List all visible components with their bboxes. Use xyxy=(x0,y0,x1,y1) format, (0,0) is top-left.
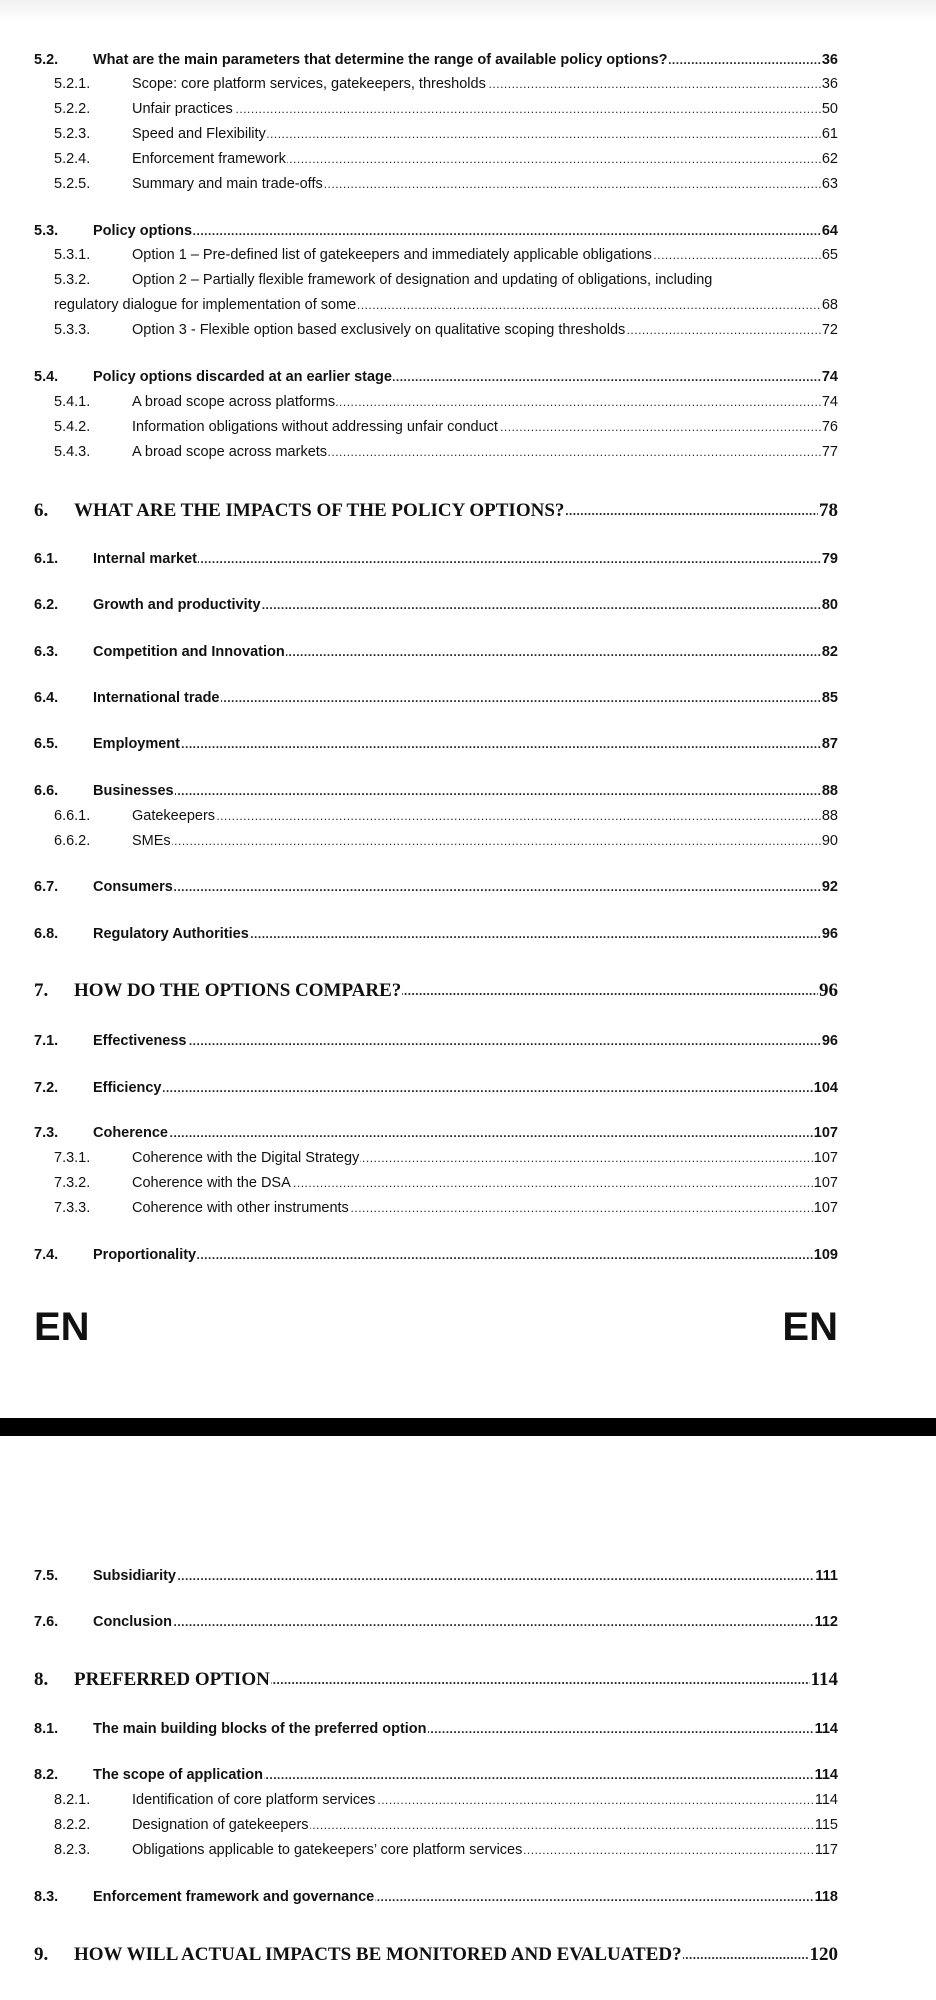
section-number: 5.2.5. xyxy=(54,176,91,192)
section-number: 5.2.1. xyxy=(54,76,91,92)
section-title: Obligations applicable to gatekeepers’ core platform services xyxy=(132,1838,523,1862)
toc-entry-6-6-2[interactable] xyxy=(0,829,936,853)
section-title: Identification of core platform services xyxy=(132,1788,376,1812)
section-title: A broad scope across platforms xyxy=(132,390,336,414)
page-number: 117 xyxy=(814,1838,838,1862)
toc-entry-5-4-2[interactable] xyxy=(0,415,936,439)
section-title: Coherence xyxy=(93,1121,169,1145)
section-number: 7.1. xyxy=(34,1033,59,1049)
toc-entry-8-2[interactable] xyxy=(0,1763,936,1787)
section-number: 5.4.1. xyxy=(54,394,91,410)
section-number: 5.4.3. xyxy=(54,444,91,460)
section-number: 5.4. xyxy=(34,369,59,385)
toc-entry-6-6[interactable] xyxy=(0,779,936,803)
section-title: Regulatory Authorities xyxy=(93,922,250,946)
section-number: 8. xyxy=(34,1669,49,1690)
section-number: 5.2.2. xyxy=(54,101,91,117)
footer-language-mark-right: EN xyxy=(782,1305,838,1349)
page-number: 36 xyxy=(821,72,838,96)
section-title: The main building blocks of the preferred option xyxy=(93,1717,428,1741)
section-number: 6. xyxy=(34,500,49,521)
toc-entry-6[interactable] xyxy=(0,496,936,526)
page-number: 114 xyxy=(814,1763,838,1787)
page-number: 118 xyxy=(814,1885,838,1909)
toc-entry-7-3-1[interactable] xyxy=(0,1146,936,1170)
leader-dots xyxy=(93,1243,838,1267)
section-title: Conclusion xyxy=(93,1610,173,1634)
toc-entry-7-6[interactable] xyxy=(0,1610,936,1634)
page-number: 107 xyxy=(813,1171,838,1195)
toc-entry-5-3-3[interactable] xyxy=(0,318,936,342)
toc-entry-7-4[interactable] xyxy=(0,1243,936,1267)
toc-entry-6-5[interactable] xyxy=(0,732,936,756)
section-title: WHAT ARE THE IMPACTS OF THE POLICY OPTIONS? xyxy=(74,496,565,526)
page-number: 36 xyxy=(821,48,838,72)
section-number: 5.2.4. xyxy=(54,151,91,167)
leader-dots xyxy=(93,875,838,899)
toc-entry-5-3-1[interactable] xyxy=(0,243,936,267)
toc-entry-5-2-2[interactable] xyxy=(0,97,936,121)
section-title: Efficiency xyxy=(93,1076,163,1100)
section-number: 6.8. xyxy=(34,926,59,942)
section-number: 6.4. xyxy=(34,690,59,706)
toc-entry-5-4-1[interactable] xyxy=(0,390,936,414)
page-number: 88 xyxy=(821,779,838,803)
leader-dots xyxy=(93,1564,838,1588)
page-number: 96 xyxy=(818,976,838,1006)
page-number: 63 xyxy=(821,172,838,196)
page-number: 74 xyxy=(821,365,838,389)
page-number: 96 xyxy=(821,1029,838,1053)
section-title: Coherence with the DSA xyxy=(132,1171,292,1195)
leader-dots xyxy=(93,219,838,243)
section-title: Option 2 – Partially flexible framework of designation and updating of obligations, including xyxy=(132,268,713,292)
leader-dots xyxy=(93,1076,838,1100)
toc-entry-7-3-2[interactable] xyxy=(0,1171,936,1195)
section-number: 7.6. xyxy=(34,1614,59,1630)
section-title: Policy options xyxy=(93,219,193,243)
page-number: 120 xyxy=(809,1940,839,1970)
page-number: 107 xyxy=(813,1121,838,1145)
section-title: What are the main parameters that determine the range of available policy options? xyxy=(93,48,669,72)
section-number: 5.3. xyxy=(34,223,59,239)
section-number: 6.5. xyxy=(34,736,59,752)
section-title: Information obligations without addressing unfair conduct xyxy=(132,415,499,439)
page-number: 85 xyxy=(821,686,838,710)
section-number: 7.3. xyxy=(34,1125,59,1141)
section-number: 8.2.3. xyxy=(54,1842,91,1858)
toc-entry-6-1[interactable] xyxy=(0,547,936,571)
toc-entry-5-2-1[interactable] xyxy=(0,72,936,96)
toc-entry-9[interactable] xyxy=(0,1940,936,1970)
page-number: 90 xyxy=(821,829,838,853)
section-number: 8.1. xyxy=(34,1721,59,1737)
section-title: Option 3 - Flexible option based exclusively on qualitative scoping thresholds xyxy=(132,318,626,342)
section-title: Effectiveness xyxy=(93,1029,188,1053)
toc-entry-7-5[interactable] xyxy=(0,1564,936,1588)
section-title: Enforcement framework xyxy=(132,147,287,171)
page-number: 78 xyxy=(818,496,838,526)
page-number: 79 xyxy=(821,547,838,571)
leader-dots xyxy=(93,547,838,571)
section-number: 9. xyxy=(34,1944,49,1965)
toc-entry-5-3-2[interactable] xyxy=(0,268,936,292)
section-title: Internal market xyxy=(93,547,198,571)
toc-entry-5-2-5[interactable] xyxy=(0,172,936,196)
page-number: 114 xyxy=(814,1717,838,1741)
section-number: 5.3.3. xyxy=(54,322,91,338)
toc-entry-5-3[interactable] xyxy=(0,219,936,243)
toc-entry-8[interactable] xyxy=(0,1665,936,1695)
toc-entry-5-2[interactable] xyxy=(0,48,936,72)
section-title: HOW WILL ACTUAL IMPACTS BE MONITORED AND EVALUATED? xyxy=(74,1940,683,1970)
toc-entry-6-3[interactable] xyxy=(0,640,936,664)
page-number: 104 xyxy=(813,1076,838,1100)
toc-entry-8-1[interactable] xyxy=(0,1717,936,1741)
section-number: 7.5. xyxy=(34,1568,59,1584)
section-number: 8.2.1. xyxy=(54,1792,91,1808)
section-title-continued: regulatory dialogue for implementation of some xyxy=(54,293,357,317)
section-title: Subsidiarity xyxy=(93,1564,177,1588)
leader-dots xyxy=(93,779,838,803)
page-number: 114 xyxy=(810,1665,838,1695)
section-title: Option 1 – Pre-defined list of gatekeepers and immediately applicable obligations xyxy=(132,243,653,267)
page-number: 65 xyxy=(821,243,838,267)
toc-entry-5-4[interactable] xyxy=(0,365,936,389)
page-number: 107 xyxy=(813,1146,838,1170)
section-title: SMEs xyxy=(132,829,172,853)
section-title: A broad scope across markets xyxy=(132,440,328,464)
section-title: Designation of gatekeepers xyxy=(132,1813,310,1837)
page-number: 96 xyxy=(821,922,838,946)
section-title: Policy options discarded at an earlier stage xyxy=(93,365,393,389)
page-number: 50 xyxy=(821,97,838,121)
section-number: 7.2. xyxy=(34,1080,59,1096)
section-number: 5.4.2. xyxy=(54,419,91,435)
leader-dots xyxy=(93,1610,838,1634)
section-title: Consumers xyxy=(93,875,174,899)
section-number: 6.7. xyxy=(34,879,59,895)
section-number: 6.3. xyxy=(34,644,59,660)
toc-entry-5-4-3[interactable] xyxy=(0,440,936,464)
section-title: International trade xyxy=(93,686,221,710)
section-number: 7.3.3. xyxy=(54,1200,91,1216)
page-number: 64 xyxy=(821,219,838,243)
toc-entry-8-2-3[interactable] xyxy=(0,1838,936,1862)
section-title: Enforcement framework and governance xyxy=(93,1885,375,1909)
section-title: Coherence with the Digital Strategy xyxy=(132,1146,360,1170)
section-title: Employment xyxy=(93,732,181,756)
section-number: 6.6. xyxy=(34,783,59,799)
section-number: 7. xyxy=(34,980,49,1001)
page-number: 115 xyxy=(814,1813,838,1837)
page-separator xyxy=(0,1418,936,1436)
toc-entry-7[interactable] xyxy=(0,976,936,1006)
section-number: 8.2.2. xyxy=(54,1817,91,1833)
toc-entry-5-3-2-continued[interactable] xyxy=(0,293,936,317)
toc-entry-6-6-1[interactable] xyxy=(0,804,936,828)
section-number: 5.2. xyxy=(34,52,59,68)
section-title: Unfair practices xyxy=(132,97,234,121)
toc-entry-8-2-1[interactable] xyxy=(0,1788,936,1812)
toc-entry-7-3[interactable] xyxy=(0,1121,936,1145)
section-number: 6.6.2. xyxy=(54,833,91,849)
section-title: Speed and Flexibility xyxy=(132,122,267,146)
section-title: Coherence with other instruments xyxy=(132,1196,350,1220)
page-number: 107 xyxy=(813,1196,838,1220)
footer-language-mark-left: EN xyxy=(34,1305,90,1349)
section-title: Gatekeepers xyxy=(132,804,216,828)
leader-dots xyxy=(93,732,838,756)
page-number: 76 xyxy=(821,415,838,439)
section-number: 8.3. xyxy=(34,1889,59,1905)
toc-entry-5-2-3[interactable] xyxy=(0,122,936,146)
toc-entry-5-2-4[interactable] xyxy=(0,147,936,171)
page-number: 77 xyxy=(821,440,838,464)
section-title: Proportionality xyxy=(93,1243,197,1267)
section-number: 5.3.2. xyxy=(54,272,91,288)
toc-entry-7-2[interactable] xyxy=(0,1076,936,1100)
page-number: 112 xyxy=(814,1610,838,1634)
section-number: 6.6.1. xyxy=(54,808,91,824)
page-number: 68 xyxy=(821,293,838,317)
page-number: 111 xyxy=(814,1564,838,1588)
leader-dots xyxy=(132,829,838,853)
toc-entry-6-2[interactable] xyxy=(0,593,936,617)
page-number: 80 xyxy=(821,593,838,617)
section-number: 8.2. xyxy=(34,1767,59,1783)
leader-dots xyxy=(93,1121,838,1145)
toc-entry-6-8[interactable] xyxy=(0,922,936,946)
section-number: 7.3.2. xyxy=(54,1175,91,1191)
toc-entry-8-3[interactable] xyxy=(0,1885,936,1909)
section-number: 7.3.1. xyxy=(54,1150,91,1166)
section-number: 5.3.1. xyxy=(54,247,91,263)
section-title: PREFERRED OPTION xyxy=(74,1665,271,1695)
page-number: 109 xyxy=(813,1243,838,1267)
toc-entry-6-7[interactable] xyxy=(0,875,936,899)
toc-entry-8-2-2[interactable] xyxy=(0,1813,936,1837)
section-number: 7.4. xyxy=(34,1247,59,1263)
leader-dots xyxy=(93,1029,838,1053)
section-title: Businesses xyxy=(93,779,175,803)
section-number: 6.1. xyxy=(34,551,59,567)
toc-entry-7-3-3[interactable] xyxy=(0,1196,936,1220)
section-title: Scope: core platform services, gatekeepers, thresholds xyxy=(132,72,487,96)
toc-entry-6-4[interactable] xyxy=(0,686,936,710)
page-number: 72 xyxy=(821,318,838,342)
leader-dots xyxy=(132,97,838,121)
page-number: 87 xyxy=(821,732,838,756)
section-number: 5.2.3. xyxy=(54,126,91,142)
section-number: 6.2. xyxy=(34,597,59,613)
leader-dots xyxy=(132,804,838,828)
page-number: 88 xyxy=(821,804,838,828)
section-title: The scope of application xyxy=(93,1763,264,1787)
page-number: 74 xyxy=(821,390,838,414)
section-title: Summary and main trade-offs xyxy=(132,172,324,196)
page-number: 114 xyxy=(814,1788,838,1812)
toc-entry-7-1[interactable] xyxy=(0,1029,936,1053)
page-number: 62 xyxy=(821,147,838,171)
page-number: 61 xyxy=(821,122,838,146)
section-title: Growth and productivity xyxy=(93,593,262,617)
page-number: 82 xyxy=(821,640,838,664)
section-title: HOW DO THE OPTIONS COMPARE? xyxy=(74,976,402,1006)
section-title: Competition and Innovation xyxy=(93,640,286,664)
page-number: 92 xyxy=(821,875,838,899)
